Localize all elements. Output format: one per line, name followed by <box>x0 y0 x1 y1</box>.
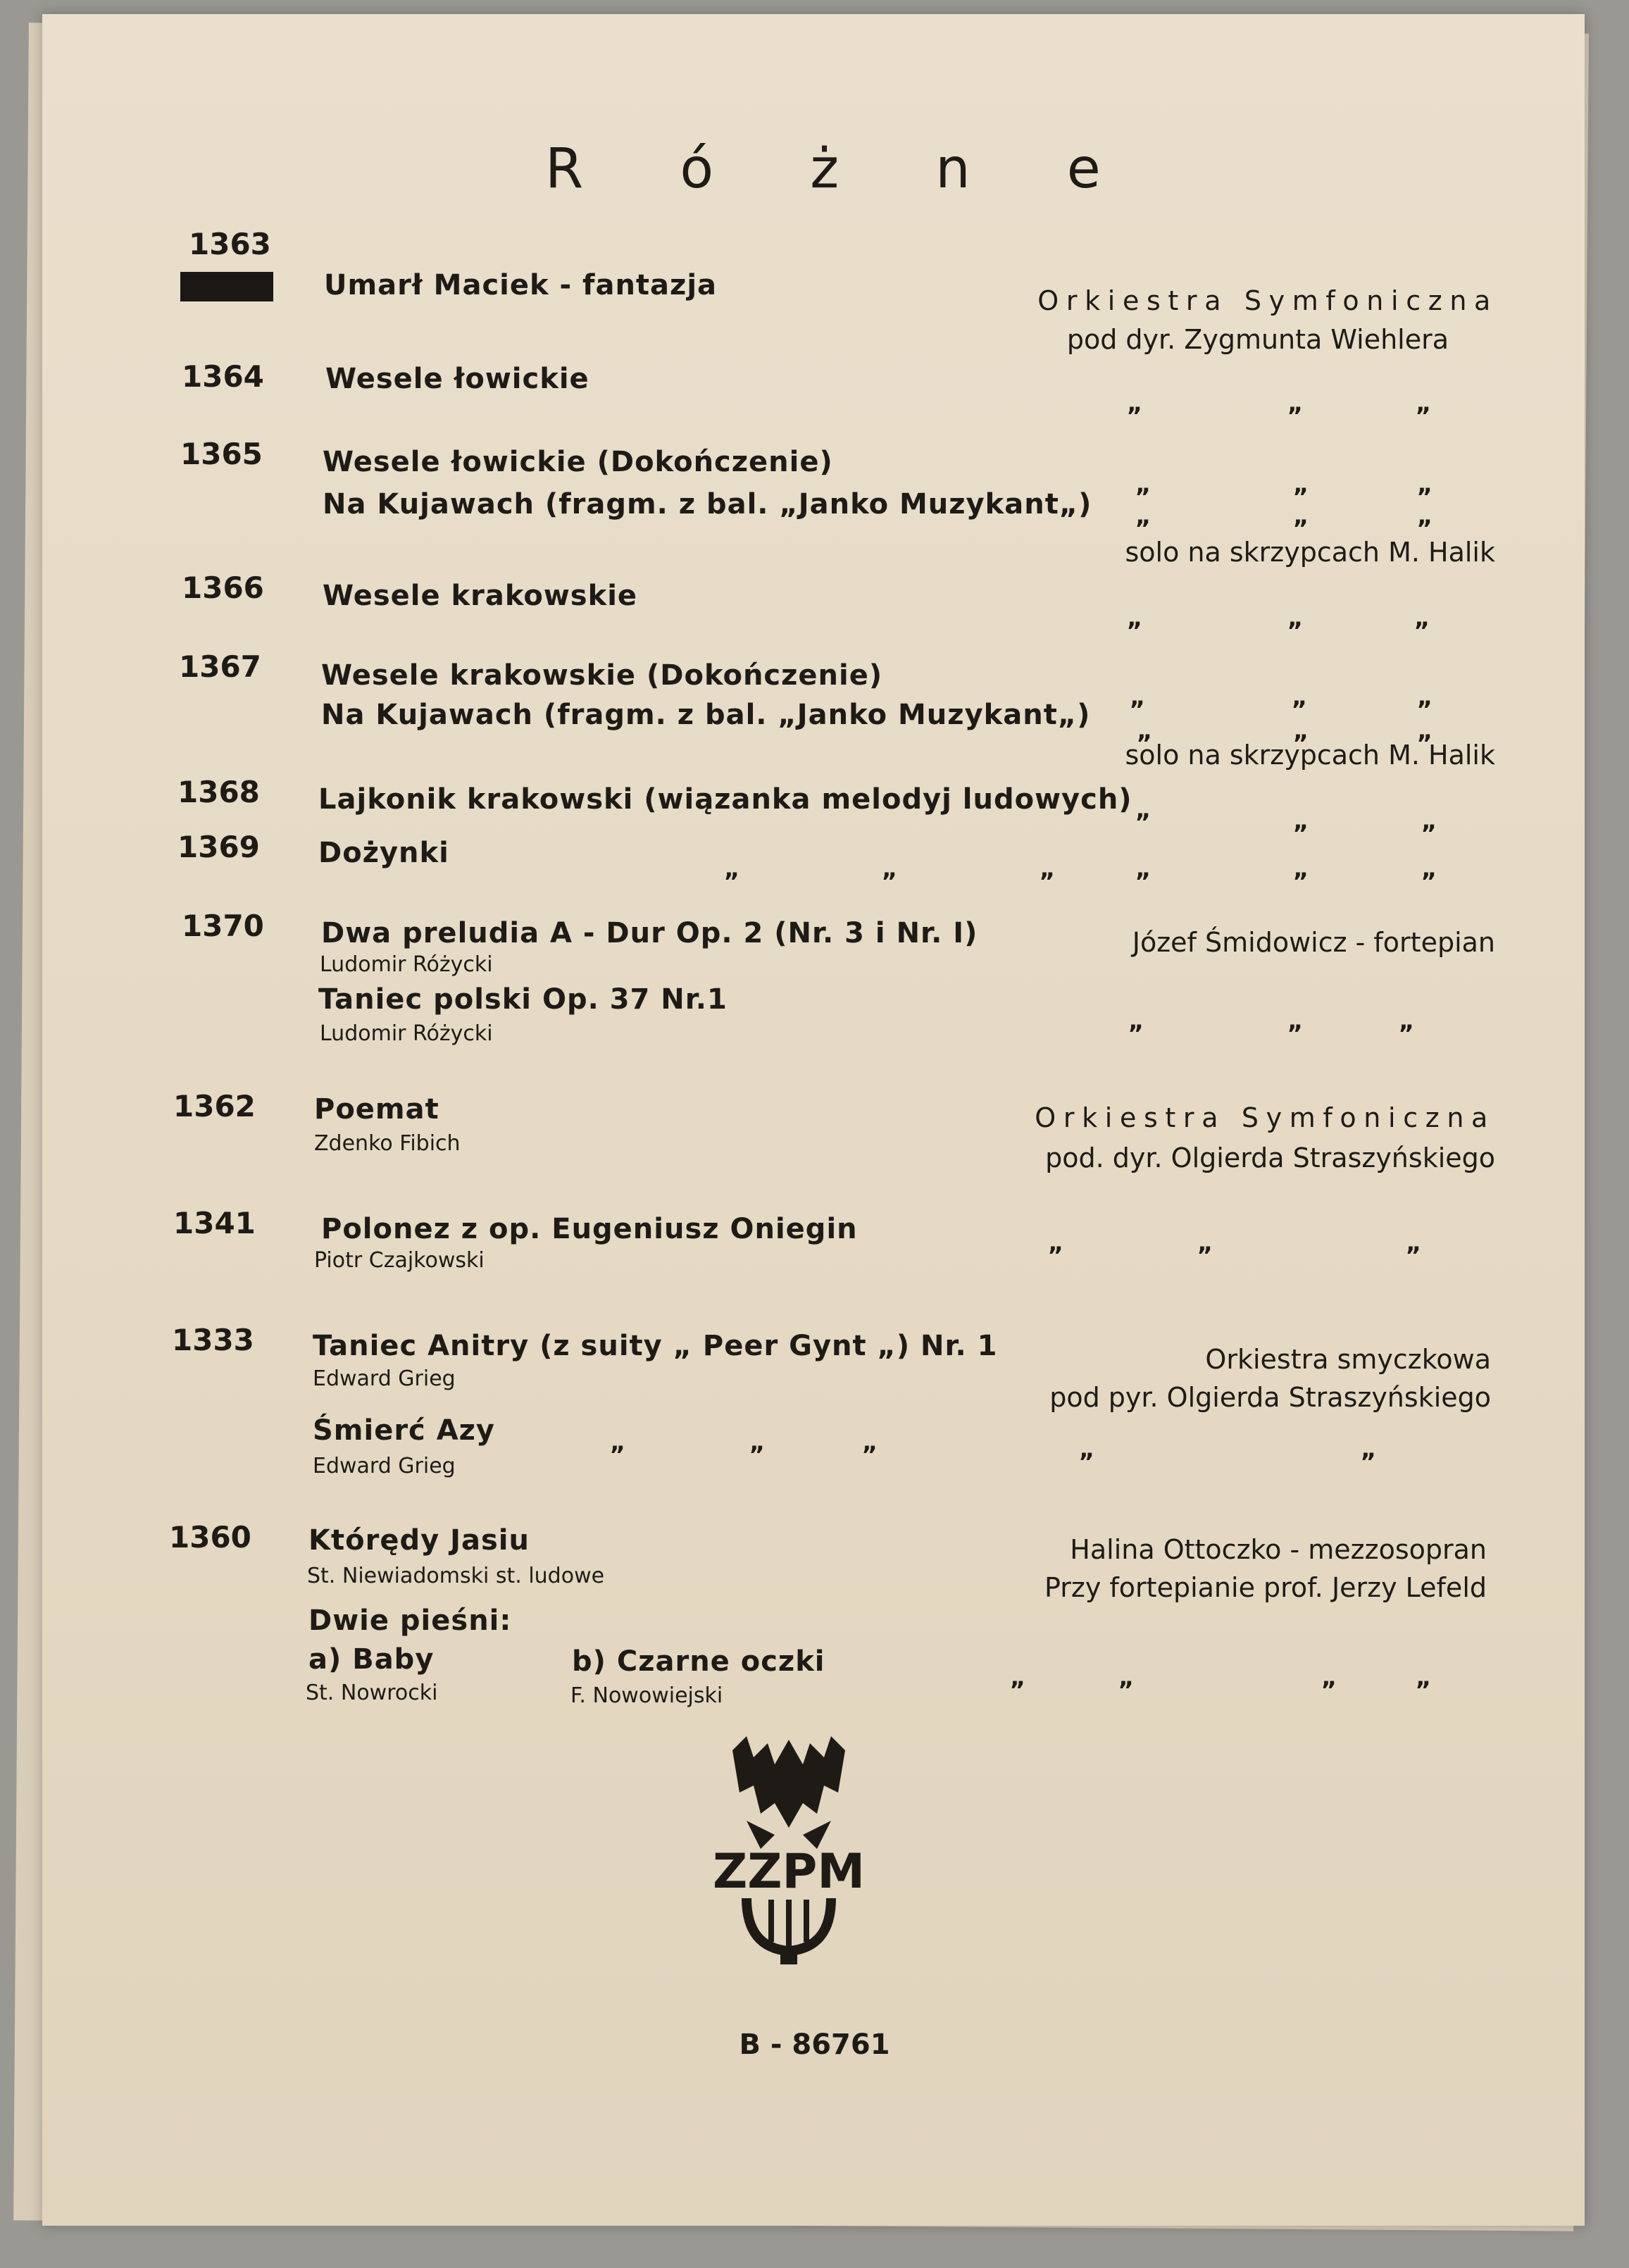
composer: St. Niewiadomski st. ludowe <box>307 1564 605 1588</box>
record-number: 1370 <box>182 909 264 943</box>
performer: Józef Śmidowicz - fortepian <box>1132 927 1495 958</box>
ditto-mark: „ <box>1416 1664 1432 1692</box>
ditto-mark: „ <box>1321 1664 1337 1692</box>
ditto-mark: „ <box>1417 717 1433 745</box>
record-number: 1369 <box>177 830 260 864</box>
record-title: Umarł Maciek - fantazja <box>324 269 718 301</box>
logo-text: ZZPM <box>712 1844 866 1900</box>
performer: Orkiestra Symfoniczna <box>1037 285 1498 316</box>
catalog-code: B - 86761 <box>739 2029 890 2061</box>
ditto-mark: „ <box>749 1428 766 1457</box>
record-title: Taniec Anitry (z suity „ Peer Gynt „) Nr. 1 <box>313 1330 998 1362</box>
ditto-mark: „ <box>1040 855 1056 883</box>
ditto-mark: „ <box>862 1428 878 1457</box>
performer-detail: solo na skrzypcach M. Halik <box>1125 740 1495 771</box>
ditto-mark: „ <box>1399 1007 1415 1035</box>
ditto-mark: „ <box>1406 1229 1422 1257</box>
composer: Ludomir Różycki <box>320 1021 493 1046</box>
page-title: R ó ż n e <box>545 137 1140 201</box>
ditto-mark: „ <box>1417 502 1433 530</box>
composer: Zdenko Fibich <box>314 1131 461 1156</box>
ditto-mark: „ <box>1361 1435 1377 1464</box>
record-title: Dożynki <box>318 837 449 869</box>
ditto-mark: „ <box>1287 390 1304 418</box>
performer: Orkiestra smyczkowa <box>1205 1344 1491 1375</box>
ditto-mark: „ <box>1010 1664 1026 1692</box>
ditto-mark: „ <box>1414 604 1430 633</box>
record-title: Na Kujawach (fragm. z bal. „Janko Muzykant„) <box>323 488 1092 521</box>
composer: Edward Grieg <box>313 1366 456 1391</box>
record-title: Śmierć Azy <box>313 1414 496 1447</box>
performer: Halina Ottoczko - mezzosopran <box>1070 1534 1487 1565</box>
ditto-mark: „ <box>1287 1007 1304 1035</box>
record-title: Poemat <box>314 1093 439 1126</box>
record-title: Na Kujawach (fragm. z bal. „Janko Muzykant„) <box>321 699 1091 731</box>
composer: Piotr Czajkowski <box>314 1248 485 1273</box>
ditto-mark: „ <box>1293 717 1309 745</box>
record-title: a) Baby <box>308 1643 435 1676</box>
ditto-mark: „ <box>1417 471 1433 499</box>
record-number: 1364 <box>182 359 264 394</box>
record-number: 1367 <box>179 649 261 684</box>
ditto-mark: „ <box>1127 604 1143 633</box>
ditto-mark: „ <box>1135 502 1151 530</box>
composer: Edward Grieg <box>313 1454 456 1478</box>
record-number: 1360 <box>169 1520 251 1554</box>
record-number: 1365 <box>180 437 263 471</box>
record-title: Polonez z op. Eugeniusz Oniegin <box>321 1213 858 1245</box>
ditto-mark: „ <box>1293 855 1309 883</box>
record-number: 1366 <box>182 571 264 605</box>
ditto-mark: „ <box>1127 390 1143 418</box>
ditto-mark: „ <box>1128 1007 1144 1035</box>
performer: Orkiestra Symfoniczna <box>1035 1102 1495 1133</box>
ditto-mark: „ <box>1048 1229 1064 1257</box>
ditto-mark: „ <box>1293 471 1309 499</box>
ditto-mark: „ <box>1130 683 1146 711</box>
record-title: Taniec polski Op. 37 Nr.1 <box>318 983 728 1016</box>
ditto-mark: „ <box>1293 807 1309 835</box>
record-number: 1363 <box>189 227 271 261</box>
ditto-mark: „ <box>1421 855 1437 883</box>
record-title: Lajkonik krakowski (wiązanka melodyj ludowych) <box>318 783 1132 816</box>
record-title: Dwie pieśni: <box>308 1605 512 1637</box>
record-title: Wesele łowickie (Dokończenie) <box>323 446 833 478</box>
record-title: Wesele krakowskie <box>323 580 638 612</box>
record-number: 1362 <box>173 1089 256 1123</box>
record-title: Wesele krakowskie (Dokończenie) <box>321 659 883 692</box>
record-number: 1341 <box>173 1206 256 1240</box>
ditto-mark: „ <box>1197 1229 1213 1257</box>
ditto-mark: „ <box>1417 683 1433 711</box>
ditto-mark: „ <box>1416 390 1432 418</box>
performer-detail: pod dyr. Zygmunta Wiehlera <box>1066 324 1449 355</box>
performer-detail: pod pyr. Olgierda Straszyńskiego <box>1049 1382 1491 1413</box>
ditto-mark: „ <box>1137 717 1153 745</box>
record-number: 1333 <box>172 1323 254 1357</box>
ditto-mark: „ <box>1118 1664 1135 1692</box>
ditto-mark: „ <box>1292 683 1308 711</box>
ditto-mark: „ <box>882 855 898 883</box>
ditto-mark: „ <box>1135 855 1151 883</box>
record-title: Dwa preludia A - Dur Op. 2 (Nr. 3 i Nr. I) <box>321 917 978 949</box>
ditto-mark: „ <box>724 855 740 883</box>
ditto-mark: „ <box>1135 471 1151 499</box>
record-title: Którędy Jasiu <box>308 1524 530 1557</box>
composer: Ludomir Różycki <box>320 952 493 977</box>
record-number: 1368 <box>177 775 260 809</box>
ditto-mark: „ <box>1287 604 1304 633</box>
redaction-bar <box>180 272 273 301</box>
performer-detail: solo na skrzypcach M. Halik <box>1125 537 1495 568</box>
composer: F. Nowowiejski <box>570 1683 723 1708</box>
ditto-mark: „ <box>1421 807 1437 835</box>
ditto-mark: „ <box>1135 796 1151 824</box>
ditto-mark: „ <box>1293 502 1309 530</box>
record-title: Wesele łowickie <box>325 363 589 395</box>
composer: St. Nowrocki <box>306 1681 438 1705</box>
performer-detail: Przy fortepianie prof. Jerzy Lefeld <box>1044 1572 1487 1603</box>
ditto-mark: „ <box>1079 1435 1095 1464</box>
record-title: b) Czarne oczki <box>572 1645 825 1678</box>
zzpm-logo <box>704 1736 873 1969</box>
ditto-mark: „ <box>610 1428 626 1457</box>
performer-detail: pod. dyr. Olgierda Straszyńskiego <box>1045 1142 1495 1173</box>
